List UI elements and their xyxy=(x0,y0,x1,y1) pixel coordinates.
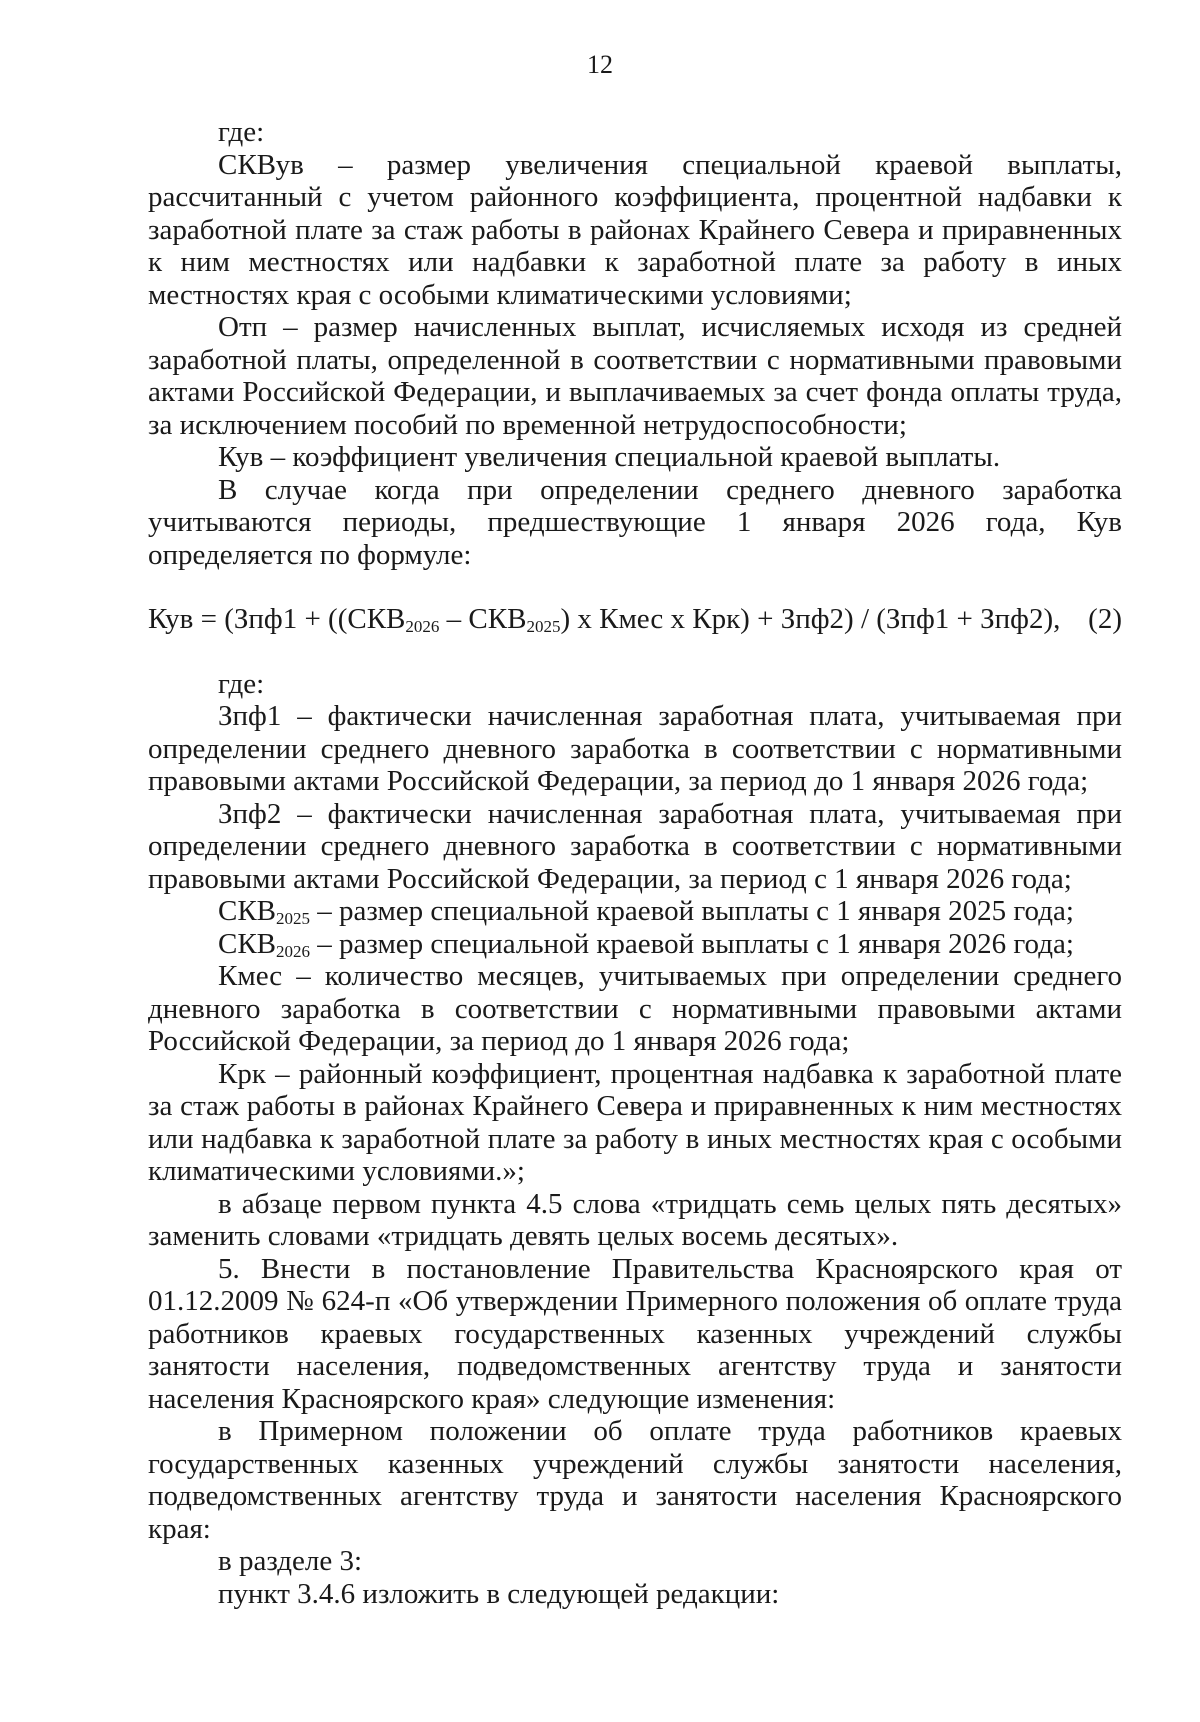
document-body xyxy=(148,116,1122,1610)
paragraph-skv2026-definition: $СКВ_{2026}$ – размер специальной краевой выплаты с 1 января 2026 года; xyxy=(218,927,1074,961)
paragraph-kmes-definition: Кмес – количество месяцев, учитываемых при определении среднего дневного заработка в соответствии с нормативными правовыми актами Российской Федерации, за период до 1 января 2026 года; xyxy=(148,960,1122,1057)
paragraph-zpf1-definition: Зпф1 – фактически начисленная заработная плата, учитываемая при определении среднего дневного заработка в соответствии с нормативными правовыми актами Российской Федерации, за период до 1 января 2026 года; xyxy=(148,700,1122,797)
paragraph-where-1: где: xyxy=(218,116,265,148)
formula-expression: Кув = ($Зпф1 + ((СКВ_{2026} - СКВ_{2025})$ х Кмес х Крк) + Зпф2) / (Зпф1 + Зпф2), xyxy=(148,603,1061,636)
paragraph-item-5: 5. Внести в постановление Правительства Красноярского края от 01.12.2009 № 624-п «Об утверждении Примерного положения об оплате труда работников краевых государственных казенных учреждений службы занятости населения, подведомственных агентству труда и занятости населения Красноярского края» следующие изменения: xyxy=(148,1252,1122,1415)
paragraph-krk-definition: Крк – районный коэффициент, процентная надбавка к заработной плате за стаж работы в районах Крайнего Севера и приравненных к ним местностях или надбавка к заработной плате за работу в иных местностях края с особыми климатическими условиями.»; xyxy=(148,1057,1122,1187)
formula-subscript-2025: 2025 xyxy=(526,617,561,636)
paragraph-formula-intro: В случае когда при определении среднего дневного заработка учитываются периоды, предшествующие 1 января 2026 года, Кув определяется по формуле: xyxy=(148,473,1122,571)
formula-number: (2) xyxy=(1088,603,1122,635)
paragraph-section-3: в разделе 3: xyxy=(218,1545,363,1577)
paragraph-skvuv-definition: СКВув – размер увеличения специальной краевой выплаты, рассчитанный с учетом районного коэффициента, процентной надбавки к заработной плате за стаж работы в районах Крайнего Севера и приравненных к ним местностях или надбавки к заработной плате за работу в иных местностях края с особыми климатическими условиями; xyxy=(148,148,1122,311)
paragraph-where-2: где: xyxy=(218,667,265,700)
paragraph-model-regulation: в Примерном положении об оплате труда работников краевых государственных казенных учреждений службы занятости населения, подведомственных агентству труда и занятости населения Красноярского края: xyxy=(148,1415,1122,1545)
paragraph-item-3-4-6: пункт 3.4.6 изложить в следующей редакции: xyxy=(218,1577,780,1610)
paragraph-skv2025-definition: $СКВ_{2025}$ – размер специальной краевой выплаты с 1 января 2025 года; xyxy=(218,895,1074,928)
paragraph-kuv-definition: Кув – коэффициент увеличения специальной краевой выплаты. xyxy=(218,441,1001,473)
paragraph-otp-definition: Отп – размер начисленных выплат, исчисляемых исходя из средней заработной платы, определенной в соответствии с нормативными правовыми актами Российской Федерации, и выплачиваемых за счет фонда оплаты труда, за исключением пособий по временной нетрудоспособности; xyxy=(148,311,1122,441)
formula-subscript-2026: 2026 xyxy=(405,617,440,636)
paragraph-amendment-4-5: в абзаце первом пункта 4.5 слова «тридцать семь целых пять десятых» заменить словами «тридцать девять целых восемь десятых». xyxy=(148,1187,1122,1252)
formula-2 xyxy=(148,603,1122,636)
page-number: 12 xyxy=(587,50,613,79)
paragraph-zpf2-definition: Зпф2 – фактически начисленная заработная плата, учитываемая при определении среднего дневного заработка в соответствии с нормативными правовыми актами Российской Федерации, за период с 1 января 2026 года; xyxy=(148,797,1122,895)
